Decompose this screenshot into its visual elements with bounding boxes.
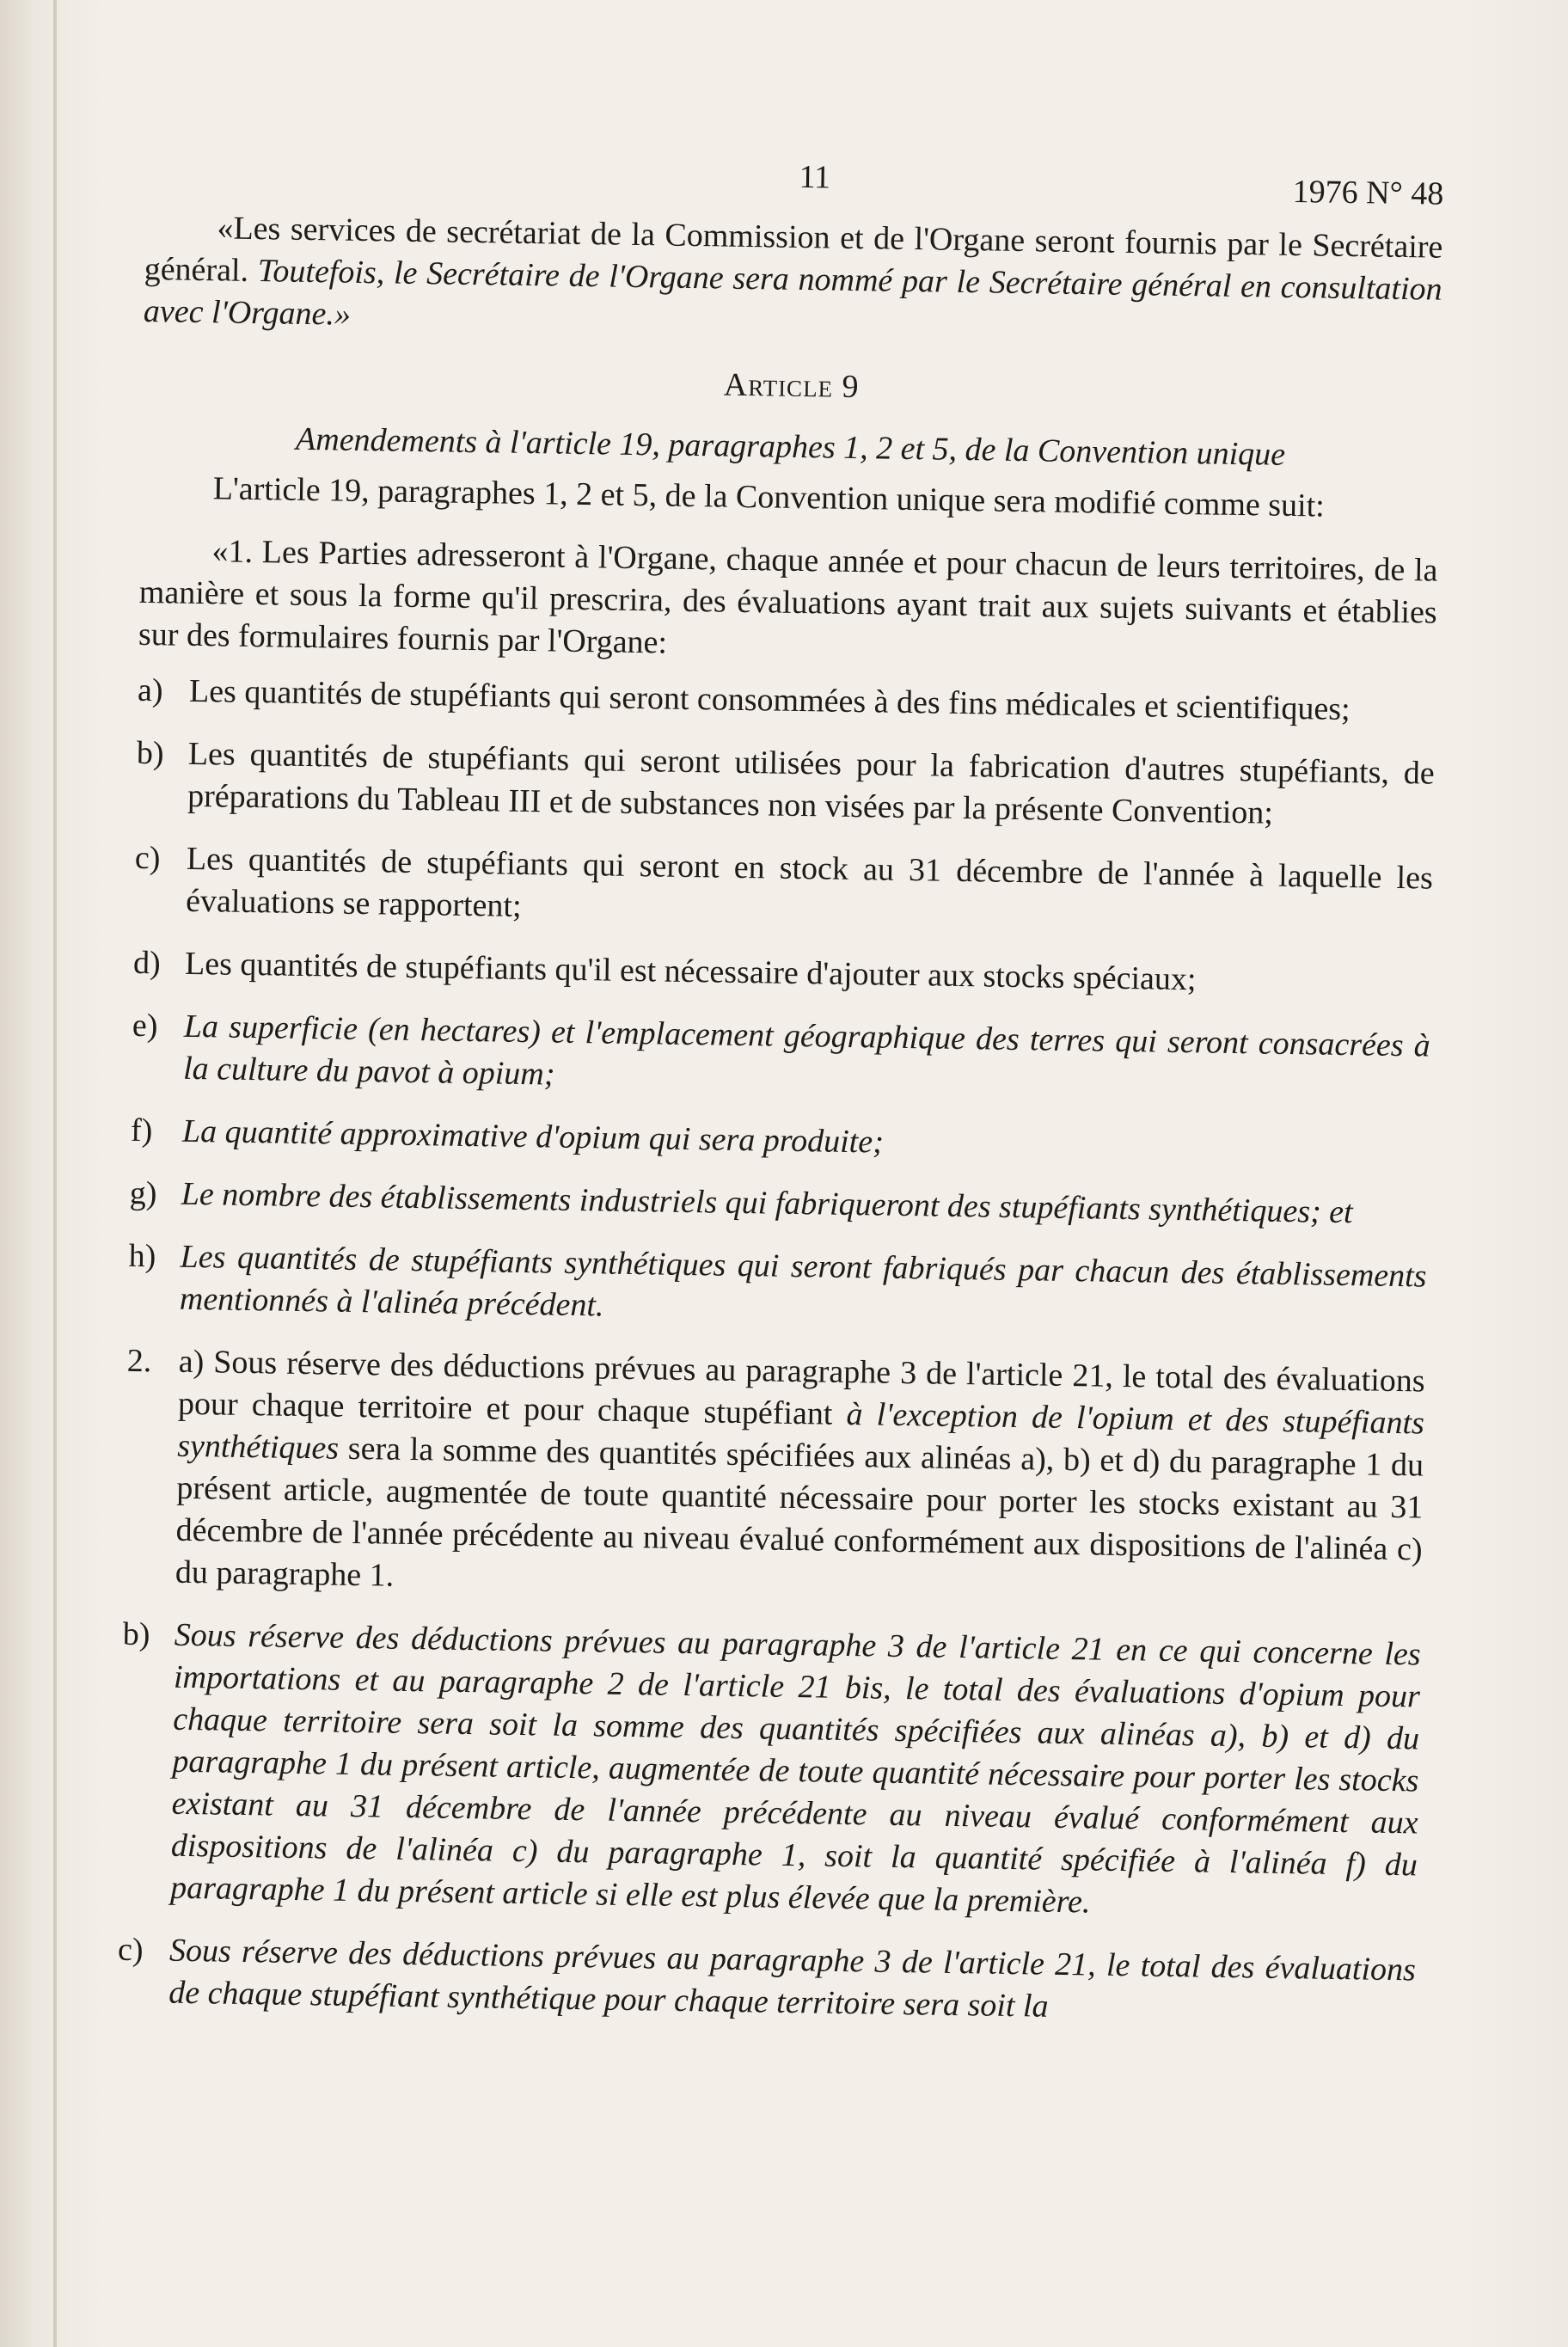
paragraph-2-a: 2. a) Sous réserve des déductions prévues au paragraphe 3 de l'article 21, le total des évaluations pour chaque territoire et pour chaque stupéfiant à l'exception de l'opium et des stupéfiants synthétiques sera la somme des quantités spécifiées aux alinéas a), b) et d) du paragraphe 1 du présent article, augmentée de toute quantité nécessaire pour porter les stocks existant au 31 décembre de l'année précédente au niveau évalué conformément aux dispositions de l'alinéa c) du paragraphe 1. bbox=[124, 1340, 1425, 1614]
list-item-f: f) La quantité approximative d'opium qui sera produite; bbox=[130, 1112, 885, 1161]
list-item-c: c) Les quantités de stupéfiants qui seront en stock au 31 décembre de l'année à laquelle les évaluations se rapportent; bbox=[134, 839, 1434, 924]
paragraph-1-intro: «1. Les Parties adresseront à l'Organe, chaque année et pour chacun de leurs territoires, de la manière et sous la forme qu'il prescrira, des évaluations ayant trait aux sujets suivants et établies sur des formulaires fournis par l'Organe: bbox=[138, 533, 1438, 661]
binding-edge bbox=[53, 0, 57, 2347]
paragraph-2-c: c) Sous réserve des déductions prévues au paragraphe 3 de l'article 21, le total des évaluations de chaque stupéfiant synthétique pour chaque territoire sera soit la bbox=[117, 1931, 1417, 2025]
intro-quote-roman: «Les services de secrétariat de la Commission et de l'Organe seront fournis par le Secrétaire général. bbox=[144, 210, 1443, 290]
intro-quote bbox=[144, 206, 1443, 353]
year-number: 1976 N° 48 bbox=[1292, 173, 1444, 212]
article-subtitle: Amendements à l'article 19, paragraphes 1, 2 et 5, de la Convention unique bbox=[295, 420, 1286, 473]
list-item-d: d) Les quantités de stupéfiants qu'il est nécessaire d'ajouter aux stocks spéciaux; bbox=[132, 944, 1197, 998]
list-item-e: e) La superficie (en hectares) et l'emplacement géographique des terres qui seront consacrées à la culture du pavot à opium; bbox=[132, 1007, 1431, 1093]
list-item-a: a) Les quantités de stupéfiants qui seront consommées à des fins médicales et scientifiques; bbox=[137, 671, 1351, 728]
page-content bbox=[117, 146, 1444, 2054]
list-item-b: b) Les quantités de stupéfiants qui seront utilisées pour la fabrication d'autres stupéfiants, de préparations du Tableau III et de substances non visées par la présente Convention; bbox=[136, 734, 1436, 831]
list-item-h: h) Les quantités de stupéfiants synthétiques qui seront fabriqués par chacun des établissements mentionnés à l'alinéa précédent. bbox=[128, 1237, 1427, 1324]
paragraph-2-b: b) Sous réserve des déductions prévues au paragraphe 3 de l'article 21 en ce qui concerne les importations et au paragraphe 2 de l'article 21 bis, le total des évaluations d'opium pour chaque territoire sera soit la somme des quantités spécifiées aux alinéas a), b) et d) du paragraphe 1 du présent article, augmentée de toute quantité nécessaire pour porter les stocks existant au 31 décembre de l'année précédente au niveau évalué conformément aux dispositions de l'alinéa c) du paragraphe 1, soit la quantité spécifiée à l'alinéa f) du paragraphe 1 du présent article si elle est plus élevée que la première. bbox=[122, 1615, 1421, 1921]
paragraph-2 bbox=[117, 1340, 1425, 2034]
list-item-g: g) Le nombre des établissements industriels qui fabriqueront des stupéfiants synthétiques; et bbox=[129, 1174, 1353, 1231]
article-title: Article 9 bbox=[723, 366, 860, 406]
intro-quote-italic: Toutefois, le Secrétaire de l'Organe sera nommé par le Secrétaire général en consultation avec l'Organe.» bbox=[143, 253, 1442, 333]
paragraph-1-items bbox=[128, 670, 1436, 1340]
article-lead: L'article 19, paragraphes 1, 2 et 5, de la Convention unique sera modifié comme suit: bbox=[212, 470, 1326, 524]
paragraph-2-number: 2. bbox=[126, 1342, 152, 1380]
page-number: 11 bbox=[799, 158, 831, 196]
